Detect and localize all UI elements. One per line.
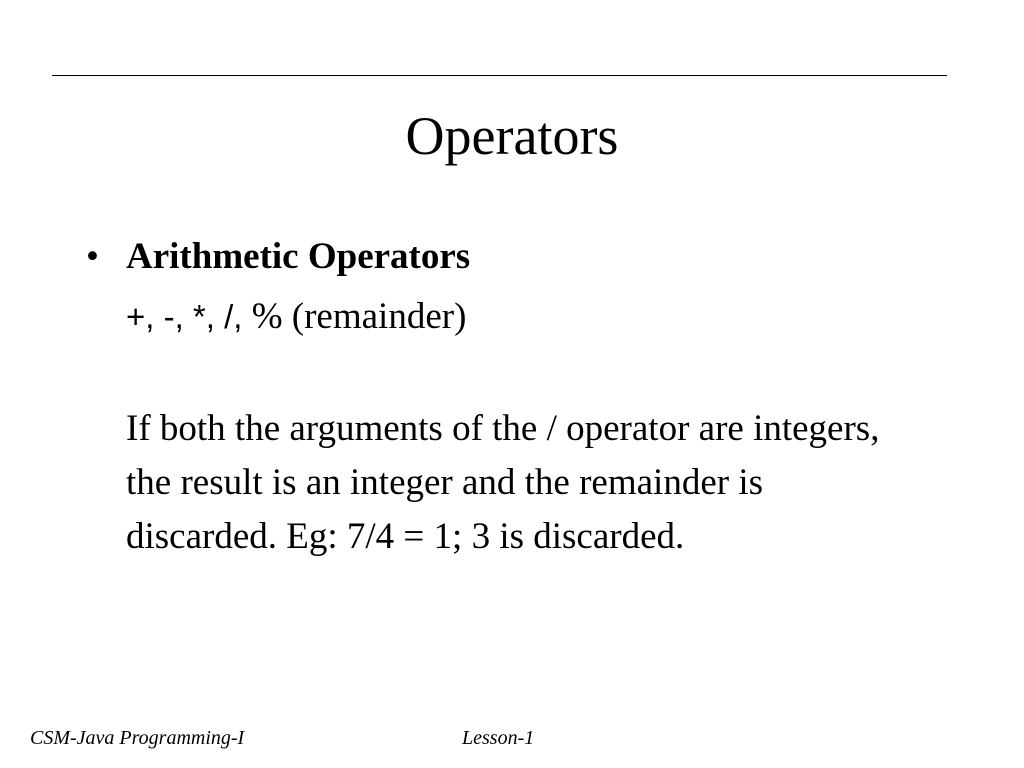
bullet-heading: Arithmetic Operators: [126, 236, 471, 277]
bullet-item: [86, 230, 946, 284]
slide-content: [86, 230, 946, 564]
footer-course: CSM-Java Programming-I: [30, 727, 245, 749]
footer-lesson: Lesson-1: [462, 727, 535, 749]
operators-note: (remainder): [291, 296, 467, 337]
top-divider: [52, 75, 947, 76]
operators-line: [86, 290, 946, 344]
operators-list: +, -, *, /,: [126, 298, 243, 335]
percent-operator: %: [251, 296, 283, 337]
bullet-icon: •: [86, 236, 99, 277]
division-explanation: If both the arguments of the / operator are integers, the result is an integer and the remainder is discarded. Eg: 7/4 = 1; 3 is discarded.: [126, 408, 880, 557]
slide-title: Operators: [405, 106, 619, 166]
